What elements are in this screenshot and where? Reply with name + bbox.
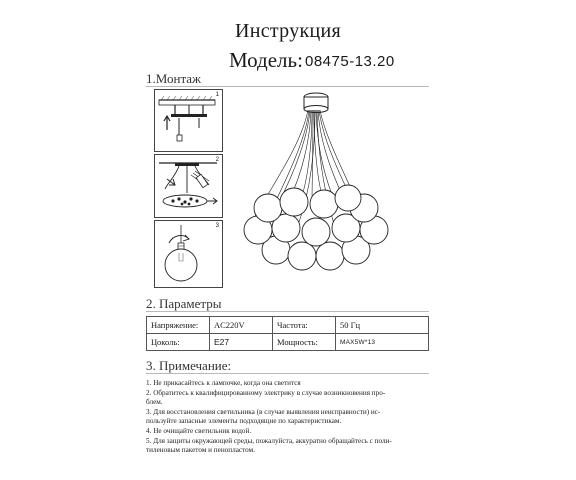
section-notes-heading: 3. Примечание: [146,358,232,373]
section-divider [146,86,429,87]
note-line: пользуйте запасные элементы подходящие по характеристикам. [146,417,342,426]
note-line: тиленовым пакетом и пенопластом. [146,446,255,455]
section-parameters-heading: 2. Параметры [146,296,222,311]
mounting-step-3-panel [154,220,223,288]
wiring-connection-icon [155,155,222,217]
parameters-table [146,316,429,351]
mounting-step-1-panel [154,89,223,152]
param-label: Частота: [273,317,336,334]
notes-list [146,379,436,456]
ceiling-mount-icon [155,90,222,151]
section-divider [146,373,429,374]
section-mounting-heading: 1.Монтаж [146,71,202,86]
param-value: MAX5W*13 [336,334,429,351]
param-label: Напряжение: [147,317,210,334]
note-line: 4. Не очищайте светильник водой. [146,426,252,435]
model-number: 08475-13.20 [305,53,395,70]
document-title: Инструкция [234,20,342,42]
chandelier-icon [236,90,396,290]
mounting-step-2-panel [154,154,223,218]
bulb-install-icon [155,221,222,287]
note-line: 2. Обратитесь к квалифицированному электрику в случае возникновения про- [146,388,386,397]
model-label: Модель: [229,48,303,72]
step-number: 2 [215,157,219,163]
note-line: блем. [146,398,163,407]
param-value: 50 Гц [336,317,429,334]
step-number: 3 [215,223,219,229]
step-number: 1 [215,92,219,98]
table-row [147,317,429,334]
param-label: Цоколь: [147,334,210,351]
note-line: 3. Для восстановления светильника (в случае выявления неисправности) ис- [146,407,381,416]
param-value: AC220V [210,317,273,334]
param-value: E27 [210,334,273,351]
note-line: 5. Для защиты окружающей среды, пожалуйста, аккуратно обращайтесь с поли- [146,436,392,445]
section-divider [146,311,429,312]
param-label: Мощность: [273,334,336,351]
table-row [147,334,429,351]
note-line: 1. Не прикасайтесь к лампочке, когда она светится [146,379,301,387]
